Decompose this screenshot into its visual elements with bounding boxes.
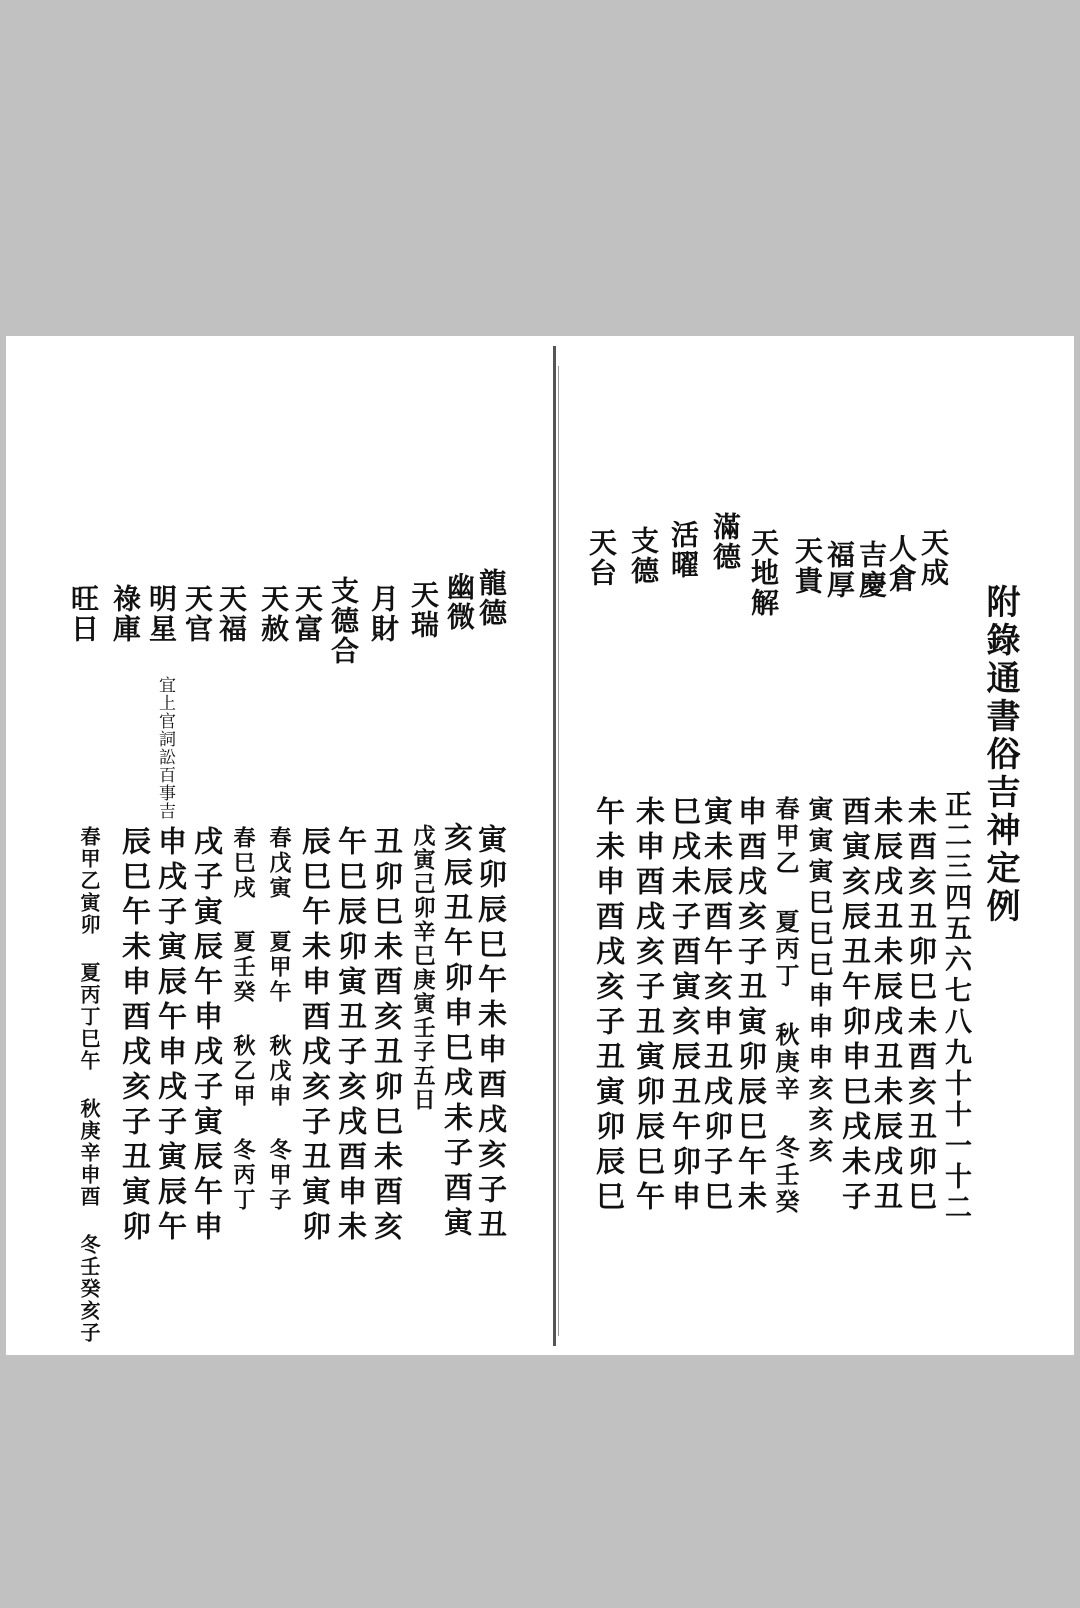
- page-gutter: [553, 346, 556, 1346]
- term-yuecai: 月財: [367, 584, 400, 644]
- value-column: 申戌子寅辰午申戌子寅辰午: [154, 826, 188, 1246]
- term-tiangui: 天貴: [791, 536, 824, 596]
- term-tianrui: 天瑞: [407, 580, 440, 640]
- value-column: 未酉亥丑卯巳未酉亥丑卯巳: [904, 796, 938, 1216]
- term-youwei: 幽微: [443, 572, 476, 632]
- value-column: 戌子寅辰午申戌子寅辰午申: [190, 826, 224, 1246]
- value-column: 丑卯巳未酉亥丑卯巳未酉亥: [370, 826, 404, 1246]
- term-zhide: 支德: [627, 526, 660, 586]
- value-column: 寅寅寅巳巳巳申申申亥亥亥: [805, 796, 834, 1168]
- season-column: 春巳戌 夏壬癸 秋乙甲 冬丙丁: [230, 826, 256, 1213]
- page-gutter-line: [558, 366, 559, 1336]
- month-header-row: 正二三四五六七八九十十一十二: [940, 790, 971, 1224]
- term-huoyao: 活曜: [667, 520, 700, 580]
- term-fuhou: 福厚: [823, 540, 856, 600]
- term-jiqing: 吉慶: [855, 540, 888, 600]
- value-column: 酉寅亥辰丑午卯申巳戌未子: [838, 796, 872, 1216]
- term-rencang: 人倉: [885, 534, 918, 594]
- value-column: 未辰戌丑未辰戌丑未辰戌丑: [870, 796, 904, 1216]
- season-column: 春戊寅 夏甲午 秋戊申 冬甲子: [266, 826, 292, 1213]
- value-column: 辰巳午未申酉戌亥子丑寅卯: [118, 826, 152, 1246]
- term-mande: 滿德: [709, 512, 742, 572]
- value-column: 亥辰丑午卯申巳戌未子酉寅: [440, 822, 474, 1242]
- value-column: 午巳辰卯寅丑子亥戌酉申未: [334, 826, 368, 1246]
- value-column: 午未申酉戌亥子丑寅卯辰巳: [592, 796, 626, 1216]
- value-column: 巳戌未子酉寅亥辰丑午卯申: [668, 796, 702, 1216]
- term-tianfu: 天富: [291, 584, 324, 644]
- value-column: 戊寅己卯辛巳庚寅壬子五日: [410, 824, 436, 1112]
- book-spread: [6, 336, 1074, 1355]
- term-zhidehe: 支德合: [327, 576, 360, 666]
- term-tianguan: 天官: [181, 584, 214, 644]
- right-page-title: 附錄通書俗吉神定例: [980, 584, 1020, 926]
- term-wangri: 旺日: [67, 584, 100, 644]
- term-longde: 龍德: [475, 568, 508, 628]
- value-column: 辰巳午未申酉戌亥子丑寅卯: [298, 826, 332, 1246]
- term-tianfu-blessing: 天福: [215, 584, 248, 644]
- term-luku: 祿庫: [109, 584, 142, 644]
- term-tiantai: 天台: [585, 528, 618, 588]
- season-column: 春甲乙寅卯 夏丙丁巳午 秋庚辛申酉 冬壬癸亥子: [77, 826, 101, 1344]
- term-mingxing: 明星: [145, 584, 178, 644]
- term-tiancheng: 天成: [917, 528, 950, 588]
- term-tianshe: 天赦: [257, 584, 290, 644]
- value-column: 申酉戌亥子丑寅卯辰巳午未: [734, 796, 768, 1216]
- season-column: 春甲乙 夏丙丁 秋庚辛 冬壬癸: [771, 796, 800, 1216]
- value-column: 未申酉戌亥子丑寅卯辰巳午: [632, 796, 666, 1216]
- value-column: 寅卯辰巳午未申酉戌亥子丑: [474, 824, 508, 1244]
- term-tiandijie: 天地解: [747, 528, 780, 618]
- value-column: 寅未辰酉午亥申丑戌卯子巳: [700, 796, 734, 1216]
- annotation-note: 宜上官詞訟百事吉: [155, 676, 175, 820]
